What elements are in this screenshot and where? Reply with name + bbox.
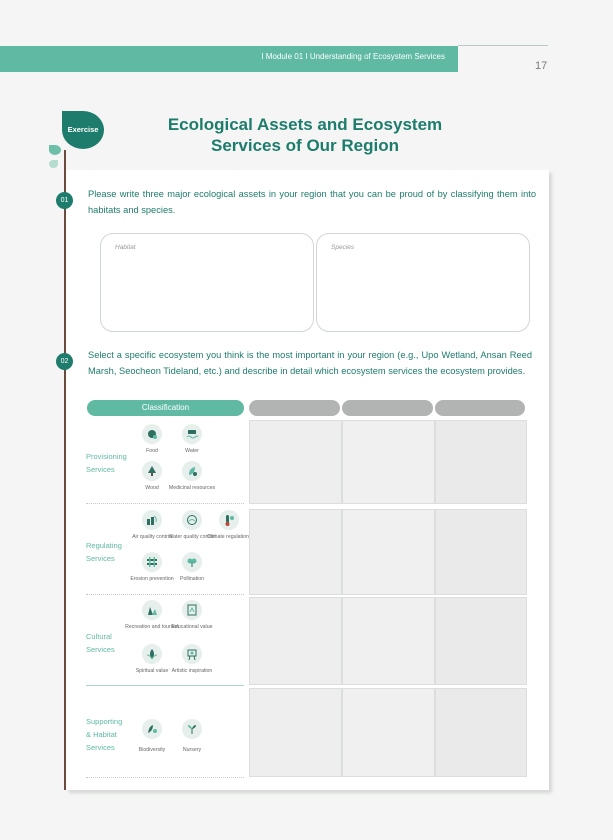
item-caption: Medicinal resources: [168, 485, 216, 491]
biodiversity-icon: [142, 719, 162, 739]
water-icon: [182, 424, 202, 444]
answer-cell[interactable]: [435, 597, 527, 685]
module-breadcrumb: I Module 01 I Understanding of Ecosystem Services: [261, 52, 445, 61]
erosion-icon: [142, 552, 162, 572]
education-icon: [182, 600, 202, 620]
row-divider: [86, 503, 244, 504]
row-divider: [86, 594, 244, 595]
species-label: Species: [331, 244, 355, 251]
species-answer-box[interactable]: [316, 233, 530, 332]
column-header-2: [342, 400, 433, 416]
answer-cell[interactable]: [249, 688, 342, 777]
row-label-line: & Habitat: [86, 730, 117, 739]
item-caption: Artistic inspiration: [171, 668, 213, 674]
row-divider: [86, 777, 244, 778]
answer-cell[interactable]: [435, 509, 527, 595]
row-label-line: Regulating: [86, 541, 122, 550]
question-1-text: Please write three major ecological assets in your region that you can be proud of by classifying them into habitats and species.: [88, 189, 536, 215]
item-caption: Water quality control: [168, 534, 216, 540]
answer-cell[interactable]: [435, 420, 527, 504]
answer-cell[interactable]: [249, 597, 342, 685]
question-number-badge: 01: [56, 192, 73, 209]
question-number-badge: 02: [56, 353, 73, 370]
row-label-line: Cultural: [86, 632, 112, 641]
title-line: Services of Our Region: [211, 136, 399, 155]
row-label-line: Services: [86, 465, 115, 474]
item-caption: Biodiversity: [138, 747, 166, 753]
item-caption: Recreation and tourism: [125, 624, 179, 630]
small-leaf-icon: [49, 145, 61, 155]
nursery-icon: [182, 719, 202, 739]
row-label-provisioning: [86, 450, 127, 476]
answer-cell[interactable]: [249, 420, 342, 504]
item-caption: Water: [185, 448, 199, 454]
art-icon: [182, 644, 202, 664]
item-caption: Pollination: [180, 576, 204, 582]
habitat-label: Habitat: [115, 244, 136, 251]
item-caption: Air quality control: [132, 534, 172, 540]
spiritual-icon: [142, 644, 162, 664]
column-header-1: [249, 400, 340, 416]
climate-icon: [219, 510, 239, 530]
item-caption: Nursery: [182, 747, 202, 753]
row-label-line: Services: [86, 645, 115, 654]
pollination-icon: [182, 552, 202, 572]
title-line: Ecological Assets and Ecosystem: [167, 115, 443, 134]
item-caption: Educational value: [171, 624, 213, 630]
answer-cell[interactable]: [342, 420, 435, 504]
food-icon: [142, 424, 162, 444]
column-header-3: [435, 400, 525, 416]
air-quality-icon: [142, 510, 162, 530]
medicinal-icon: [182, 461, 202, 481]
exercise-label: Exercise: [67, 125, 99, 134]
row-label-cultural: [86, 630, 115, 656]
item-caption: Spiritual value: [135, 668, 169, 674]
row-label-line: Supporting: [86, 717, 123, 726]
recreation-icon: [142, 600, 162, 620]
row-divider: [86, 685, 244, 686]
answer-cell[interactable]: [342, 509, 435, 595]
answer-cell[interactable]: [342, 597, 435, 685]
row-label-regulating: [86, 539, 122, 565]
page-title: [140, 114, 470, 156]
classification-header: Classification: [87, 400, 244, 416]
water-quality-icon: [182, 510, 202, 530]
answer-cell[interactable]: [342, 688, 435, 777]
row-label-line: Services: [86, 743, 115, 752]
small-leaf-icon: [49, 160, 58, 168]
page-number: 17: [535, 60, 548, 72]
answer-cell[interactable]: [435, 688, 527, 777]
header-rule: [458, 45, 548, 46]
wood-icon: [142, 461, 162, 481]
item-caption: Food: [146, 448, 158, 454]
answer-cell[interactable]: [249, 509, 342, 595]
item-caption: Wood: [145, 485, 159, 491]
item-caption: Climate regulation: [207, 534, 249, 540]
question-2-text: Select a specific ecosystem you think is the most important in your region (e.g., Upo Wetland, Ansan Reed Marsh, Seocheon Tideland, etc.) and describe in detail which ecosystem services the ecosystem provides.: [88, 350, 532, 376]
row-label-line: Provisioning: [86, 452, 127, 461]
row-label-line: Services: [86, 554, 115, 563]
item-caption: Erosion prevention: [130, 576, 174, 582]
exercise-leaf-badge: [62, 111, 104, 149]
row-label-supporting: [86, 715, 122, 754]
habitat-answer-box[interactable]: [100, 233, 314, 332]
